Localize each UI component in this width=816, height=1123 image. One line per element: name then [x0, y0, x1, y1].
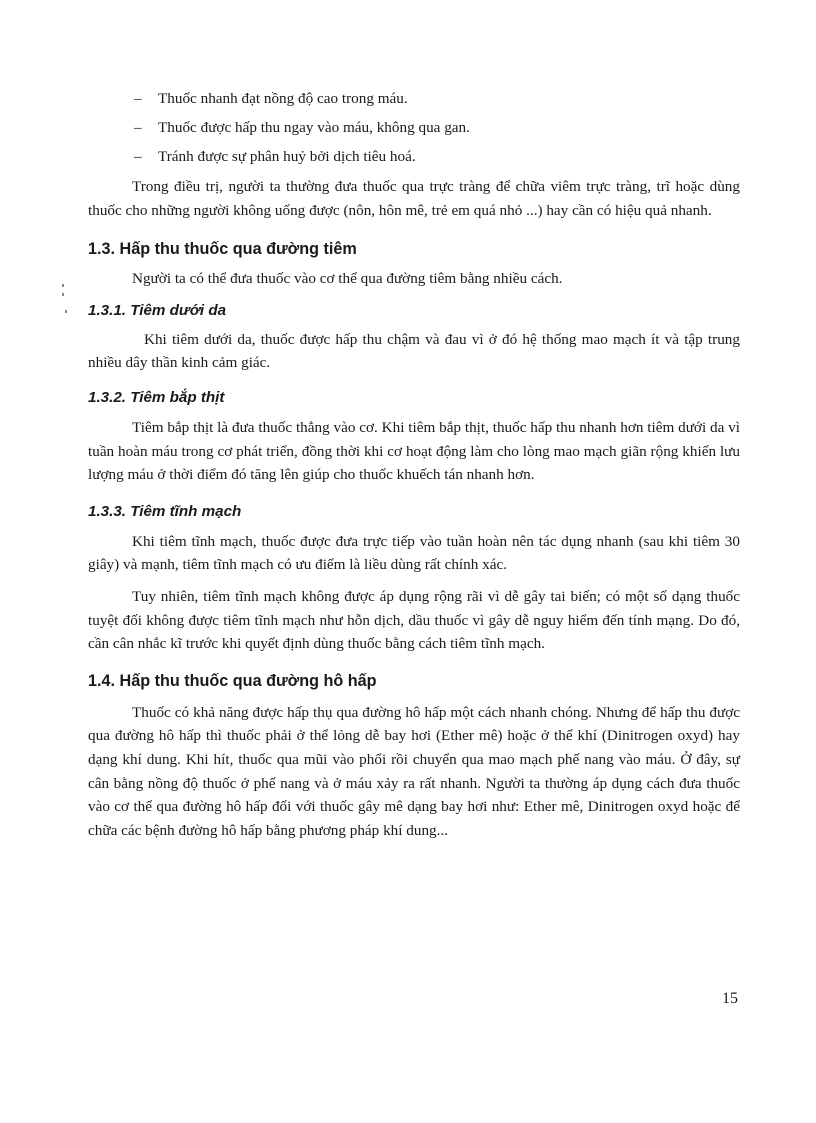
bullet-dash: – [134, 148, 142, 165]
page-number: 15 [722, 990, 738, 1007]
bullet-item [88, 84, 740, 113]
section-1-3-paragraph: Người ta có thể đưa thuốc vào cơ thể qua đường tiêm bằng nhiều cách. [132, 270, 563, 288]
bullet-item [88, 142, 740, 171]
intro-paragraph: Trong điều trị, người ta thường đưa thuốc qua trực tràng để chữa viêm trực tràng, trĩ hoặc dùng thuốc cho những người không uống được (nôn, hôn mê, trẻ em quá nhỏ ...) hay cần có hiệu quả nhanh. [88, 178, 740, 219]
subsection-1-3-3-paragraph-1: Khi tiêm tĩnh mạch, thuốc được đưa trực tiếp vào tuần hoàn nên tác dụng nhanh (sau khi tiêm 30 giây) và mạnh, tiêm tĩnh mạch có ưu điểm là liều dùng rất chính xác. [88, 532, 740, 574]
subsection-1-3-1-heading: 1.3.1. Tiêm dưới da [88, 301, 227, 319]
page-content [88, 84, 740, 842]
section-1-4-heading: 1.4. Hấp thu thuốc qua đường hô hấp [88, 671, 377, 690]
subsection-1-3-3-heading: 1.3.3. Tiêm tĩnh mạch [88, 502, 242, 520]
bullet-text: Tránh được sự phân huỷ bởi dịch tiêu hoá. [158, 148, 416, 165]
bullet-item [88, 113, 740, 142]
scan-speck [62, 284, 64, 287]
subsection-1-3-2-paragraph: Tiêm bắp thịt là đưa thuốc thẳng vào cơ. Khi tiêm bắp thịt, thuốc hấp thu nhanh hơn tiêm dưới da vì tuần hoàn máu trong cơ phát triển, đồng thời khi cơ hoạt động làm cho lòng mao mạch giãn rộng khiến lưu lượng máu ở thời điểm đó tăng lên giúp cho thuốc khuếch tán nhanh hơn. [88, 418, 740, 484]
subsection-1-3-3-paragraph-2: Tuy nhiên, tiêm tĩnh mạch không được áp dụng rộng rãi vì dễ gây tai biến; có một số dạng thuốc tuyệt đối không được tiêm tĩnh mạch như hỗn dịch, dầu thuốc vì gây dễ nguy hiểm đến tính mạng. Do đó, cần cân nhắc kĩ trước khi quyết định dùng thuốc bằng cách tiêm tĩnh mạch. [88, 587, 740, 653]
bullet-text: Thuốc nhanh đạt nồng độ cao trong máu. [158, 90, 408, 107]
scan-speck [65, 310, 67, 313]
bullet-text: Thuốc được hấp thu ngay vào máu, không qua gan. [158, 119, 470, 136]
section-1-4-paragraph: Thuốc có khả năng được hấp thụ qua đường hô hấp một cách nhanh chóng. Nhưng để hấp thu được qua đường hô hấp thì thuốc phải ở thể lỏng dễ bay hơi (Ether mê) hoặc ở thể khí (Dinitrogen oxyd) hay dạng khí dung. Khi hít, thuốc qua mũi vào phổi rồi chuyển qua mao mạch phế nang vào máu. Ở đây, sự cân bằng nồng độ thuốc ở phế nang và ở máu xảy ra rất nhanh. Người ta thường áp dụng cách đưa thuốc vào cơ thể qua đường hô hấp đối với thuốc gây mê dạng bay hơi như: Ether mê, Dinitrogen oxyd hoặc để chữa các bệnh đường hô hấp bằng phương pháp khí dung... [88, 703, 740, 839]
scan-speck [62, 293, 64, 296]
bullet-dash: – [134, 90, 142, 107]
subsection-1-3-2-heading: 1.3.2. Tiêm bắp thịt [88, 388, 225, 406]
bullet-list [88, 84, 740, 171]
bullet-dash: – [134, 119, 142, 136]
subsection-1-3-1-paragraph: Khi tiêm dưới da, thuốc được hấp thu chậm và đau vì ở đó hệ thống mao mạch ít và tập trung nhiều dây thần kinh cảm giác. [88, 330, 740, 372]
section-1-3-heading: 1.3. Hấp thu thuốc qua đường tiêm [88, 240, 357, 259]
